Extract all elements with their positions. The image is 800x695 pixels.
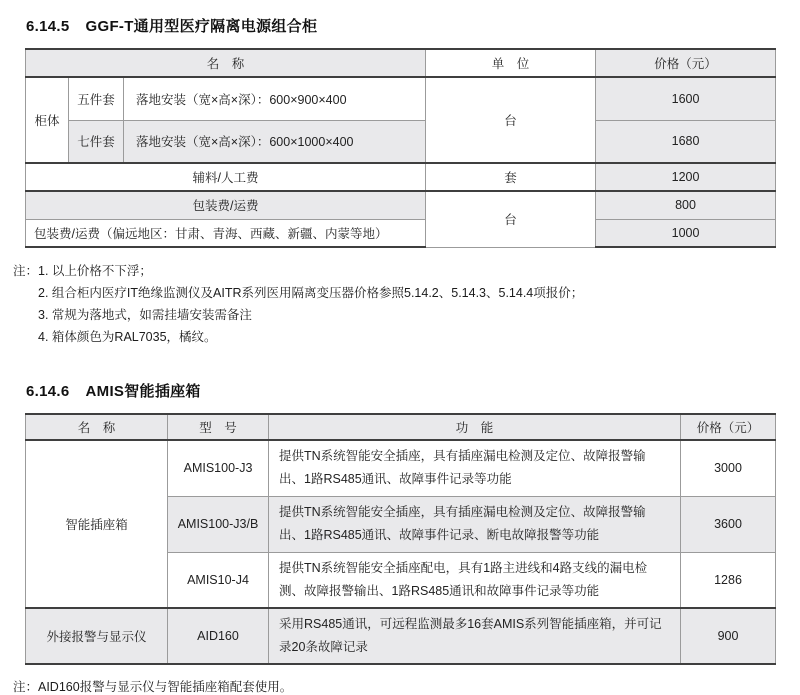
note-line: 2. 组合柜内医疗IT绝缘监测仪及AITR系列医用隔离变压器价格参照5.14.2、5.14.3、5.14.4项报价； (38, 286, 584, 300)
cell-model-aid160: AID160 (168, 608, 269, 664)
cell-func-amis100-j3: 提供TN系统智能安全插座，具有插座漏电检测及定位、故障报警输出、1路RS485通讯、故障事件记录等功能 (269, 440, 681, 496)
cell-price-1000: 1000 (596, 219, 776, 247)
cell-model-amis100-j3b: AMIS100-J3/B (168, 496, 269, 552)
cell-labor-fee: 辅料/人工费 (26, 163, 426, 191)
note-line: 1. 以上价格不下浮； (38, 264, 152, 278)
cell-func-amis10-j4: 提供TN系统智能安全插座配电，具有1路主进线和4路支线的漏电检测、故障报警输出、1路RS485通讯和故障事件记录等功能 (269, 552, 681, 608)
cell-group-cabinet: 柜体 (26, 77, 69, 163)
table-row (26, 77, 776, 120)
header-cell-price: 价格（元） (681, 414, 776, 440)
header-cell-model: 型 号 (168, 414, 269, 440)
cell-price-1600: 1600 (596, 77, 776, 120)
cell-packing-fee: 包装费/运费 (26, 191, 426, 219)
cell-unit-tao: 套 (426, 163, 596, 191)
cell-price-900: 900 (681, 608, 776, 664)
header-cell-unit: 单 位 (426, 49, 596, 77)
cell-sub-five-piece: 五件套 (69, 77, 124, 120)
cell-unit-tai-1: 台 (426, 77, 596, 163)
section-2-number: 6.14.6 (26, 383, 70, 400)
header-cell-function: 功 能 (269, 414, 681, 440)
note-section-2: 注：AID160报警与显示仪与智能插座箱配套使用。 (13, 679, 293, 694)
table-row (26, 608, 776, 664)
cell-model-amis100-j3: AMIS100-J3 (168, 440, 269, 496)
cell-price-3000: 3000 (681, 440, 776, 496)
section-1-heading (26, 15, 800, 36)
table-row (26, 120, 776, 163)
note-label: 注： (13, 264, 39, 278)
cell-desc-seven-piece: 落地安装（宽×高×深）：600×1000×400 (124, 120, 426, 163)
header-cell-name: 名 称 (26, 49, 426, 77)
cell-func-amis100-j3b: 提供TN系统智能安全插座，具有插座漏电检测及定位、故障报警输出、1路RS485通讯、故障事件记录、断电故障报警等功能 (269, 496, 681, 552)
section-2-heading (26, 380, 800, 401)
table-1-header-row (26, 49, 776, 77)
table-row (26, 163, 776, 191)
cell-unit-tai-2: 台 (426, 191, 596, 247)
cell-price-800: 800 (596, 191, 776, 219)
cell-price-1680: 1680 (596, 120, 776, 163)
note-line: 4. 箱体颜色为RAL7035，橘纹。 (38, 330, 217, 344)
cell-packing-fee-remote: 包装费/运费（偏远地区：甘肃、青海、西藏、新疆、内蒙等地） (26, 219, 426, 247)
cell-name-external-alarm: 外接报警与显示仪 (26, 608, 168, 664)
cell-price-3600: 3600 (681, 496, 776, 552)
table-row (26, 440, 776, 496)
table-row (26, 219, 776, 247)
table-row (26, 191, 776, 219)
cell-group-smart-socket-box: 智能插座箱 (26, 440, 168, 608)
notes-section-1 (13, 260, 800, 348)
table-2-header-row (26, 414, 776, 440)
section-1-title: GGF-T通用型医疗隔离电源组合柜 (85, 18, 318, 35)
header-cell-name: 名 称 (26, 414, 168, 440)
cell-model-amis10-j4: AMIS10-J4 (168, 552, 269, 608)
cell-func-aid160: 采用RS485通讯，可远程监测最多16套AMIS系列智能插座箱，并可记录20条故障记录 (269, 608, 681, 664)
header-cell-price: 价格（元） (596, 49, 776, 77)
price-table-ggf-t (25, 48, 776, 248)
cell-price-1286: 1286 (681, 552, 776, 608)
note-line: 3. 常规为落地式，如需挂墙安装需备注 (38, 308, 252, 322)
cell-price-1200: 1200 (596, 163, 776, 191)
section-2-title: AMIS智能插座箱 (85, 383, 201, 400)
section-1-number: 6.14.5 (26, 18, 70, 35)
cell-sub-seven-piece: 七件套 (69, 120, 124, 163)
price-table-amis (25, 413, 776, 665)
cell-desc-five-piece: 落地安装（宽×高×深）：600×900×400 (124, 77, 426, 120)
